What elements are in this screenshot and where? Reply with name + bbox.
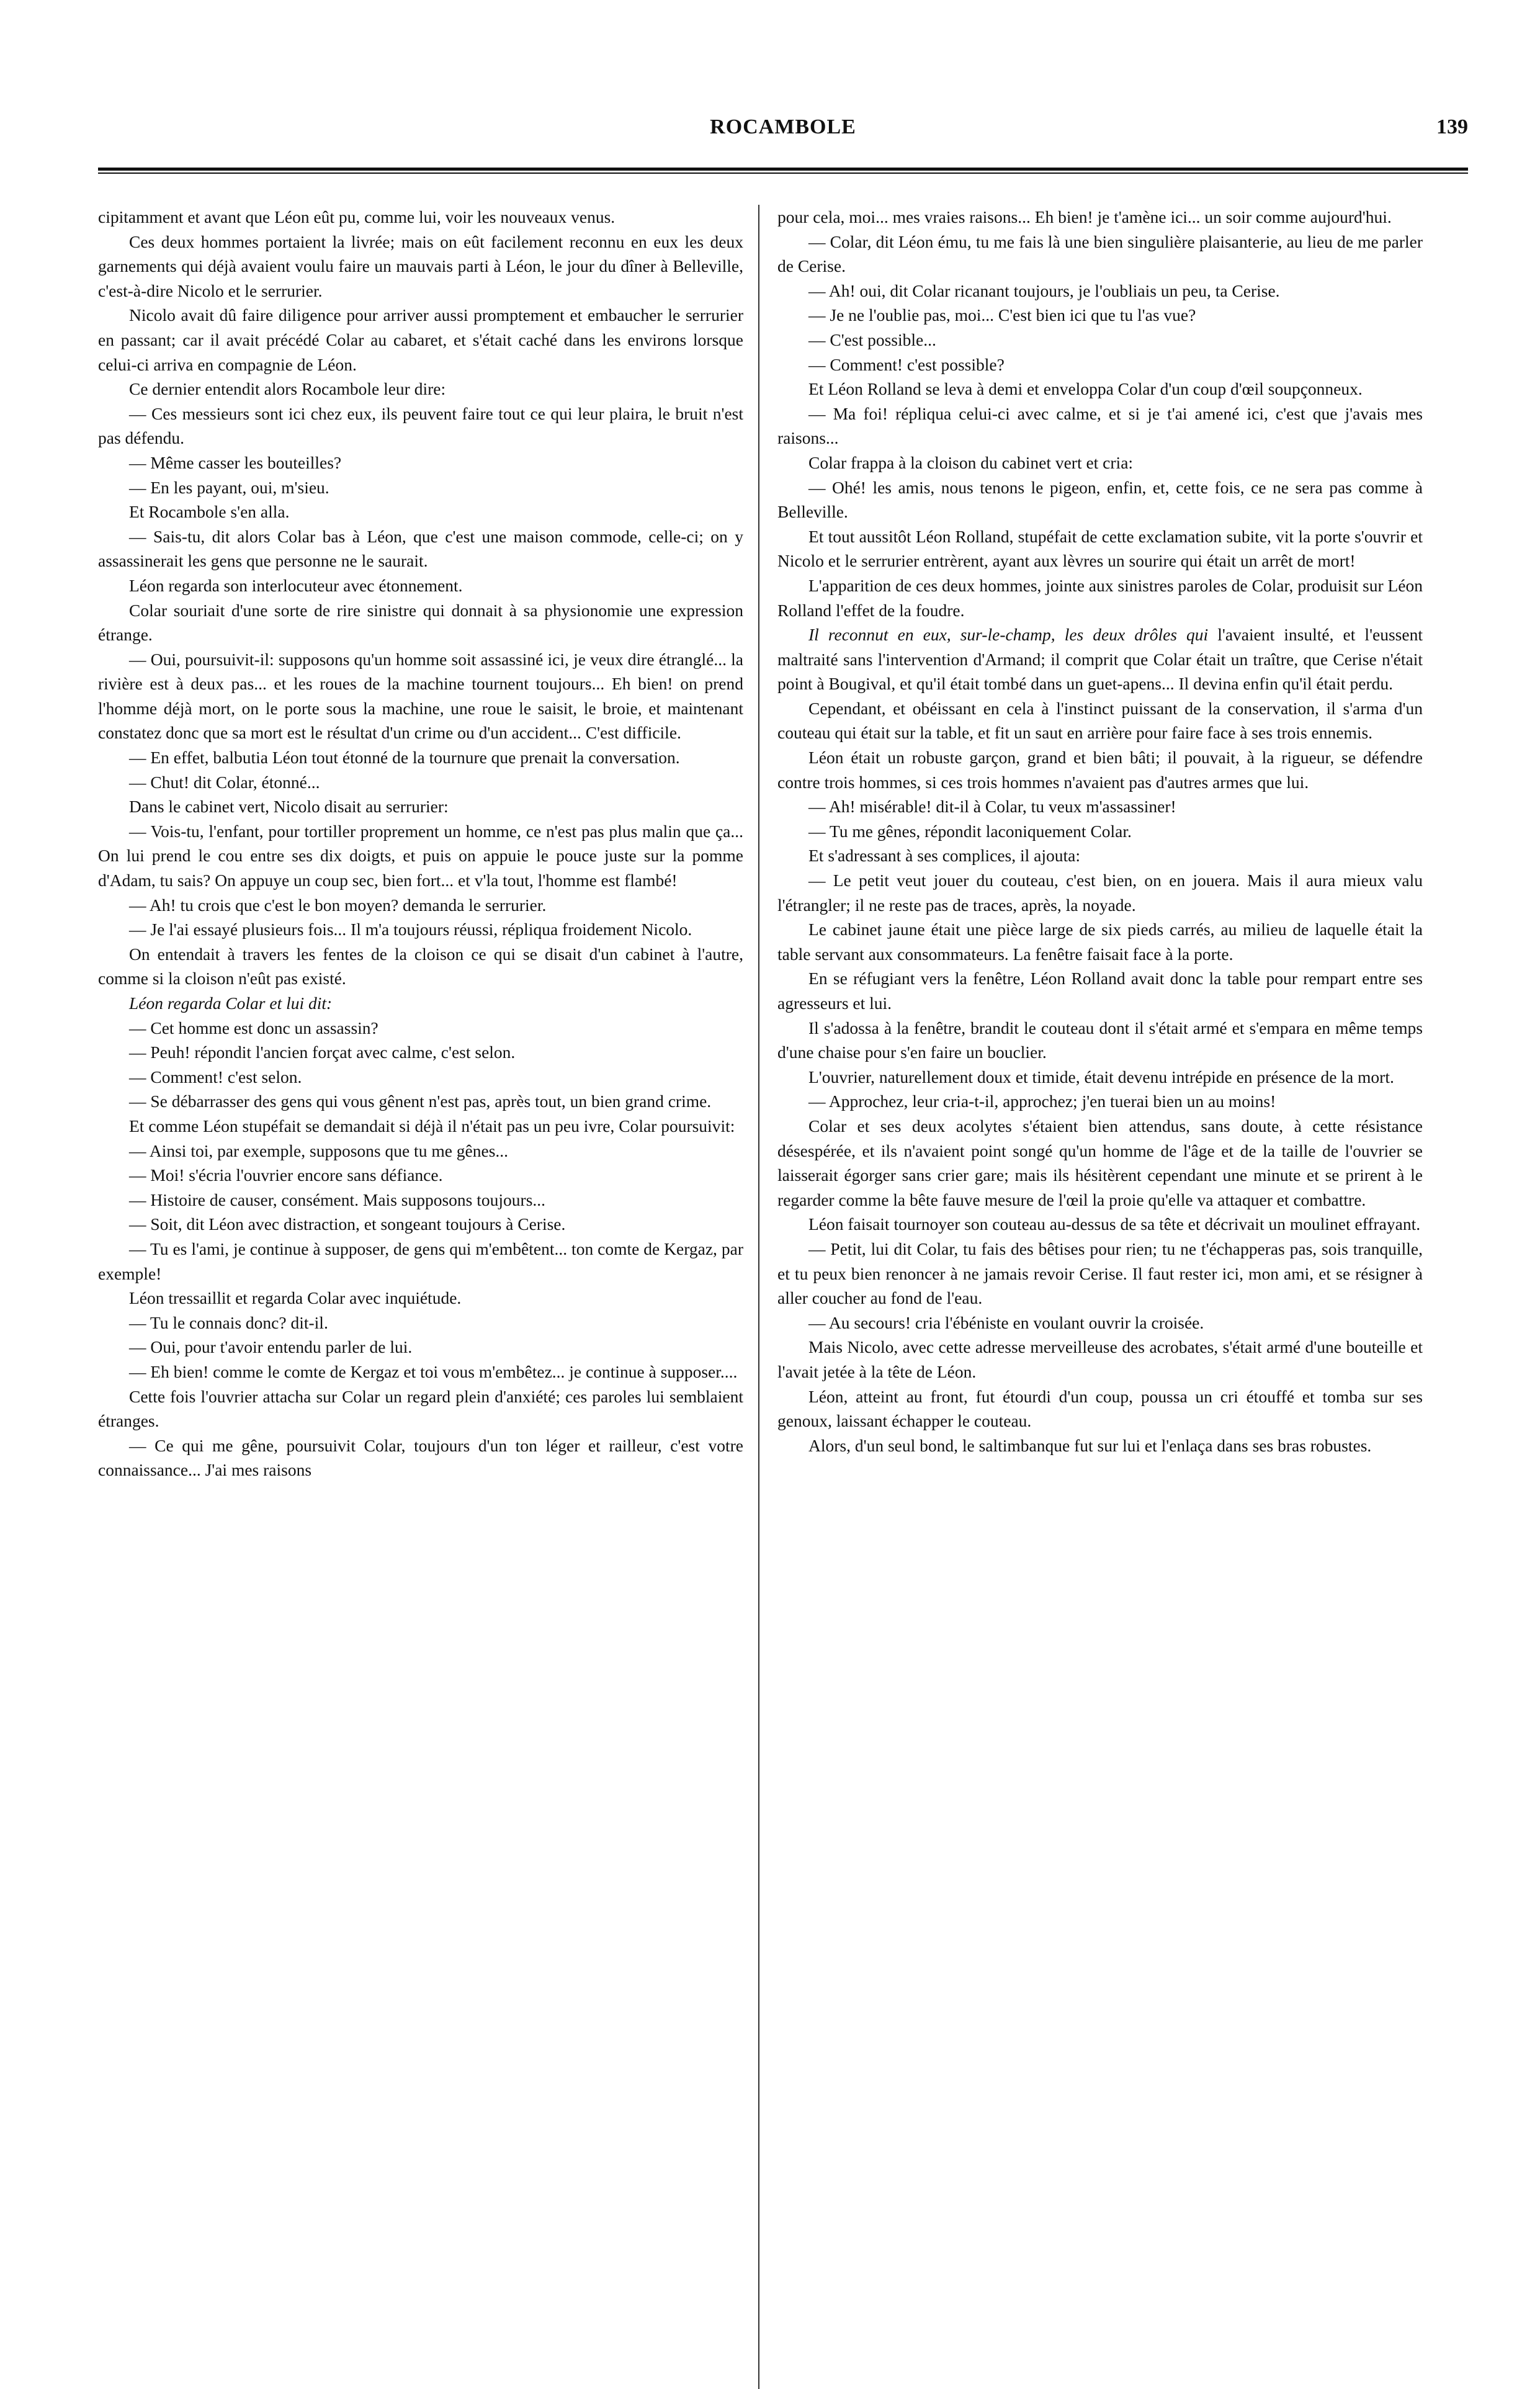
paragraph: — Ce qui me gêne, poursuivit Colar, toujours d'un ton léger et railleur, c'est votre connaissance... J'ai mes raisons — [98, 1435, 743, 1480]
paragraph: Léon regarda son interlocuteur avec étonnement. — [129, 575, 463, 595]
paragraph: pour cela, moi... mes vraies raisons... Eh bien! je t'amène ici... un soir comme aujourd'hui. — [777, 207, 1392, 226]
paragraph: — Histoire de causer, consément. Mais supposons toujours... — [129, 1190, 546, 1209]
paragraph: — Oui, pour t'avoir entendu parler de lui. — [129, 1337, 413, 1357]
paragraph: Léon faisait tournoyer son couteau au-dessus de sa tête et décrivait un moulinet effrayant. — [808, 1214, 1421, 1234]
paragraph: — Vois-tu, l'enfant, pour tortiller proprement un homme, ce n'est pas plus malin que ça... On lui prend le cou entre ses dix doigts, et puis on appuie le pouce juste sur la pomme d'Adam, tu sais? On appuye un coup sec, bien fort... et v'la tout, l'homme est flambé! — [98, 821, 743, 890]
paragraph: On entendait à travers les fentes de la cloison ce qui se disait d'un cabinet à l'autre, comme si la cloison n'eût pas existé. — [98, 944, 743, 988]
paragraph: — Moi! s'écria l'ouvrier encore sans défiance. — [129, 1165, 443, 1185]
paragraph: — Tu es l'ami, je continue à supposer, de gens qui m'embêtent... ton comte de Kergaz, par exemple! — [98, 1239, 743, 1283]
paragraph: — Cet homme est donc un assassin? — [129, 1018, 378, 1038]
paragraph: Il reconnut en eux, sur-le-champ, les deux drôles qui l'avaient insulté, et l'eussent maltraité sans l'intervention d'Armand; il comprit que Colar était un traître, que Cerise n'était point à Bougival, et qu'il était tombé dans un guet-apens... Il devina enfin qu'il était perdu. — [777, 625, 1423, 694]
running-title: ROCAMBOLE — [710, 115, 856, 138]
paragraph: — Ces messieurs sont ici chez eux, ils peuvent faire tout ce qui leur plaira, le bruit n'est pas défendu. — [98, 403, 743, 448]
paragraph: — Ah! misérable! dit-il à Colar, tu veux m'assassiner! — [808, 797, 1176, 817]
paragraph: L'ouvrier, naturellement doux et timide, était devenu intrépide en présence de la mort. — [808, 1067, 1394, 1087]
paragraph: — Le petit veut jouer du couteau, c'est bien, on en jouera. Mais il aura mieux valu l'étrangler; il ne reste pas de traces, après, la noyade. — [777, 871, 1423, 915]
paragraph: — Au secours! cria l'ébéniste en voulant ouvrir la croisée. — [808, 1312, 1204, 1332]
paragraph: — Ma foi! répliqua celui-ci avec calme, et si je t'ai amené ici, c'est que j'avais mes raisons... — [777, 403, 1423, 448]
paragraph: Et s'adressant à ses complices, il ajouta: — [808, 846, 1080, 866]
paragraph: — Sais-tu, dit alors Colar bas à Léon, que c'est une maison commode, celle-ci; on y assassinerait les gens que personne ne le saurait. — [98, 526, 743, 571]
paragraph: — Je ne l'oublie pas, moi... C'est bien ici que tu l'as vue? — [808, 305, 1196, 325]
paragraph: Ce dernier entendit alors Rocambole leur dire: — [129, 379, 446, 399]
paragraph: — Ohé! les amis, nous tenons le pigeon, enfin, et, cette fois, ce ne sera pas comme à Belleville. — [777, 477, 1423, 522]
paragraph: — Approchez, leur cria-t-il, approchez; j'en tuerai bien un au moins! — [808, 1091, 1276, 1111]
paragraph: Léon était un robuste garçon, grand et bien bâti; il pouvait, à la rigueur, se défendre contre trois hommes, si ces trois hommes n'avaient pas d'autres armes que lui. — [777, 748, 1423, 792]
page-header — [98, 115, 1468, 140]
paragraph: — Chut! dit Colar, étonné... — [129, 772, 320, 792]
paragraph: — Tu le connais donc? dit-il. — [129, 1312, 328, 1332]
left-column — [98, 205, 743, 1482]
paragraph: Et comme Léon stupéfait se demandait si déjà il n'était pas un peu ivre, Colar poursuivit: — [129, 1116, 735, 1136]
paragraph: — Comment! c'est selon. — [129, 1067, 302, 1087]
paragraph: Et Léon Rolland se leva à demi et enveloppa Colar d'un coup d'œil soupçonneux. — [808, 379, 1363, 399]
paragraph: Mais Nicolo, avec cette adresse merveilleuse des acrobates, s'était armé d'une bouteille et l'avait jetée à la tête de Léon. — [777, 1337, 1423, 1381]
paragraph: — En effet, balbutia Léon tout étonné de la tournure que prenait la conversation. — [129, 748, 680, 768]
paragraph: Il s'adossa à la fenêtre, brandit le couteau dont il s'était armé et s'empara en même temps d'une chaise pour s'en faire un bouclier. — [777, 1018, 1423, 1062]
paragraph: Dans le cabinet vert, Nicolo disait au serrurier: — [129, 797, 449, 817]
header-rule — [98, 168, 1468, 174]
paragraph: — Petit, lui dit Colar, tu fais des bêtises pour rien; tu ne t'échapperas pas, sois tranquille, et tu peux bien renoncer à ne jamais revoir Cerise. Il faut rester ici, mon ami, et se résigner à aller coucher au fond de l'eau. — [777, 1239, 1423, 1308]
paragraph: — Même casser les bouteilles? — [129, 452, 342, 472]
column-divider — [758, 205, 759, 2389]
paragraph: — Tu me gênes, répondit laconiquement Colar. — [808, 821, 1132, 841]
paragraph: Nicolo avait dû faire diligence pour arriver aussi promptement et embaucher le serrurier en passant; car il avait précédé Colar au cabaret, et s'était caché dans les environs lorsque celui-ci arriva en compagnie de Léon. — [98, 305, 743, 374]
paragraph: — Colar, dit Léon ému, tu me fais là une bien singulière plaisanterie, au lieu de me parler de Cerise. — [777, 231, 1423, 276]
paragraph: — Peuh! répondit l'ancien forçat avec calme, c'est selon. — [129, 1042, 516, 1062]
paragraph: — Soit, dit Léon avec distraction, et songeant toujours à Cerise. — [129, 1214, 566, 1234]
paragraph: Le cabinet jaune était une pièce large de six pieds carrés, au milieu de laquelle était la table servant aux consommateurs. La fenêtre faisait face à la porte. — [777, 920, 1423, 964]
paragraph: cipitamment et avant que Léon eût pu, comme lui, voir les nouveaux venus. — [98, 207, 616, 226]
paragraph: Colar frappa à la cloison du cabinet vert et cria: — [808, 452, 1134, 472]
paragraph: — Ah! tu crois que c'est le bon moyen? demanda le serrurier. — [129, 895, 547, 915]
paragraph: — Comment! c'est possible? — [808, 354, 1005, 374]
paragraph: — Se débarrasser des gens qui vous gênent n'est pas, après tout, un bien grand crime. — [129, 1091, 712, 1111]
paragraph: Alors, d'un seul bond, le saltimbanque fut sur lui et l'enlaça dans ses bras robustes. — [808, 1435, 1372, 1455]
paragraph: Léon regarda Colar et lui dit: — [129, 993, 333, 1013]
paragraph: — Ainsi toi, par exemple, supposons que tu me gênes... — [129, 1141, 509, 1160]
right-column — [777, 205, 1423, 1458]
paragraph: — Je l'ai essayé plusieurs fois... Il m'a toujours réussi, répliqua froidement Nicolo. — [129, 920, 692, 939]
page-number: 139 — [1436, 115, 1468, 138]
paragraph: Ces deux hommes portaient la livrée; mais on eût facilement reconnu en eux les deux garnements qui déjà avaient voulu faire un mauvais parti à Léon, le jour du dîner à Belleville, c'est-à-dire Nicolo et le serrurier. — [98, 231, 743, 300]
paragraph: Léon tressaillit et regarda Colar avec inquiétude. — [129, 1288, 462, 1308]
paragraph: — Eh bien! comme le comte de Kergaz et toi vous m'embêtez... je continue à supposer.... — [129, 1361, 738, 1381]
paragraph: — C'est possible... — [808, 329, 936, 349]
paragraph: Léon, atteint au front, fut étourdi d'un coup, poussa un cri étouffé et tomba sur ses genoux, laissant échapper le couteau. — [777, 1386, 1423, 1431]
paragraph: Cette fois l'ouvrier attacha sur Colar un regard plein d'anxiété; ces paroles lui semblaient étranges. — [98, 1386, 743, 1431]
paragraph: — En les payant, oui, m'sieu. — [129, 477, 329, 497]
paragraph: Colar et ses deux acolytes s'étaient bien attendus, sans doute, à cette résistance désespérée, et ils n'avaient point songé qu'un homme de l'âge et de la taille de l'ouvrier se laisserait égorger sans crier gare; mais ils hésitèrent cependant une minute et se prirent à le regarder comme la bête fauve mesure de l'œil la proie qu'elle va attaquer et combattre. — [777, 1116, 1423, 1209]
paragraph: — Oui, poursuivit-il: supposons qu'un homme soit assassiné ici, je veux dire étranglé... la rivière est à deux pas... et les roues de la machine tournent toujours... Eh bien! on prend l'homme déjà mort, on le porte sous la machine, une roue le saisit, le broie, et maintenant constatez donc que sa mort est le résultat d'un crime ou d'un accident... C'est difficile. — [98, 649, 743, 743]
paragraph: Cependant, et obéissant en cela à l'instinct puissant de la conservation, il s'arma d'un couteau qui était sur la table, et fit un saut en arrière pour faire face à ses trois ennemis. — [777, 698, 1423, 743]
paragraph: L'apparition de ces deux hommes, jointe aux sinistres paroles de Colar, produisit sur Léon Rolland l'effet de la foudre. — [777, 575, 1423, 620]
paragraph: Et tout aussitôt Léon Rolland, stupéfait de cette exclamation subite, vit la porte s'ouvrir et Nicolo et le serrurier entrèrent, ayant aux lèvres un sourire qui était un arrêt de mort! — [777, 526, 1423, 571]
paragraph: Et Rocambole s'en alla. — [129, 502, 290, 522]
paragraph: — Ah! oui, dit Colar ricanant toujours, je l'oubliais un peu, ta Cerise. — [808, 280, 1280, 300]
paragraph: Colar souriait d'une sorte de rire sinistre qui donnait à sa physionomie une expression étrange. — [98, 600, 743, 645]
paragraph: En se réfugiant vers la fenêtre, Léon Rolland avait donc la table pour rempart entre ses agresseurs et lui. — [777, 969, 1423, 1013]
